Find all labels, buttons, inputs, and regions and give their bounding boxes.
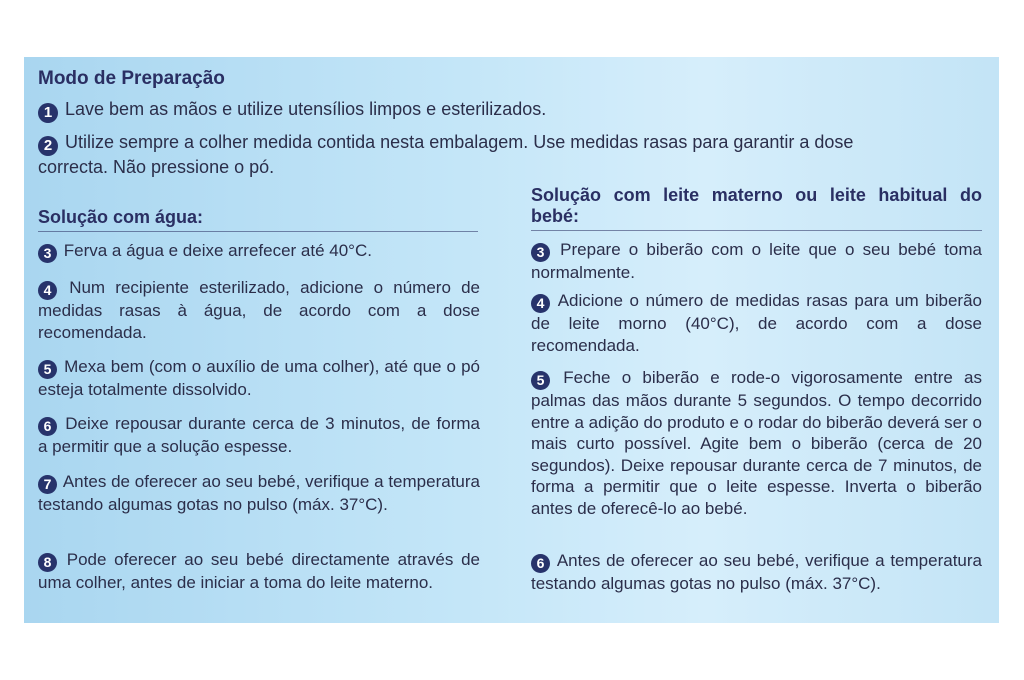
step-text: Prepare o biberão com o leite que o seu bebé toma normalmente. [531, 240, 982, 282]
milk-step-4 [531, 290, 982, 356]
milk-step-3 [531, 239, 982, 284]
intro-step-1 [38, 98, 938, 123]
divider [38, 231, 478, 232]
water-step-6 [38, 413, 480, 458]
step-number-badge: 1 [38, 103, 58, 123]
step-text: Num recipiente esterilizado, adicione o número de medidas rasas à água, de acordo com a dose recomendada. [38, 278, 480, 342]
step-text: Antes de oferecer ao seu bebé, verifique a temperatura testando algumas gotas no pulso (máx. 37°C). [38, 472, 480, 514]
step-number-badge: 4 [38, 281, 57, 300]
step-text: Mexa bem (com o auxílio de uma colher), até que o pó esteja totalmente dissolvido. [38, 357, 480, 399]
milk-step-6 [531, 550, 982, 595]
milk-solution-title: Solução com leite materno ou leite habitual do bebé: [531, 185, 982, 226]
milk-step-5 [531, 367, 982, 519]
step-text: Lave bem as mãos e utilize utensílios limpos e esterilizados. [65, 99, 547, 119]
water-step-4 [38, 277, 480, 343]
step-number-badge: 6 [38, 417, 57, 436]
intro-step-2 [38, 131, 858, 178]
step-number-badge: 3 [531, 243, 550, 262]
water-step-7 [38, 471, 480, 516]
step-number-badge: 6 [531, 554, 550, 573]
step-number-badge: 5 [38, 360, 57, 379]
step-number-badge: 3 [38, 244, 57, 263]
step-text: Pode oferecer ao seu bebé directamente através de uma colher, antes de iniciar a toma do leite materno. [38, 550, 480, 592]
water-step-8 [38, 549, 480, 594]
step-number-badge: 5 [531, 371, 550, 390]
water-solution-title: Solução com água: [38, 207, 204, 227]
step-number-badge: 4 [531, 294, 550, 313]
step-text: Feche o biberão e rode-o vigorosamente entre as palmas das mãos durante 5 segundos. O tempo decorrido entre a adição do produto e o rodar do biberão deverá ser o mais curto possível. Agite bem o biberão (cerca de 20 segundos). Deixe repousar durante cerca de 7 minutos, de forma a permitir que o leite espesse. Inverta o biberão antes de oferecê-lo ao bebé. [531, 368, 982, 518]
step-text: Ferva a água e deixe arrefecer até 40°C. [63, 241, 372, 260]
step-number-badge: 8 [38, 553, 57, 572]
step-text: Adicione o número de medidas rasas para um biberão de leite morno (40°C), de acordo com a dose recomendada. [531, 291, 982, 355]
step-text: Deixe repousar durante cerca de 3 minutos, de forma a permitir que a solução espesse. [38, 414, 480, 456]
water-step-3 [38, 240, 480, 263]
step-number-badge: 2 [38, 136, 58, 156]
step-text: Utilize sempre a colher medida contida nesta embalagem. Use medidas rasas para garantir a dose correcta. Não pressione o pó. [38, 132, 854, 177]
step-number-badge: 7 [38, 475, 57, 494]
page-title: Modo de Preparação [38, 68, 225, 89]
water-step-5 [38, 356, 480, 401]
divider [531, 230, 982, 231]
step-text: Antes de oferecer ao seu bebé, verifique a temperatura testando algumas gotas no pulso (máx. 37°C). [531, 551, 982, 593]
